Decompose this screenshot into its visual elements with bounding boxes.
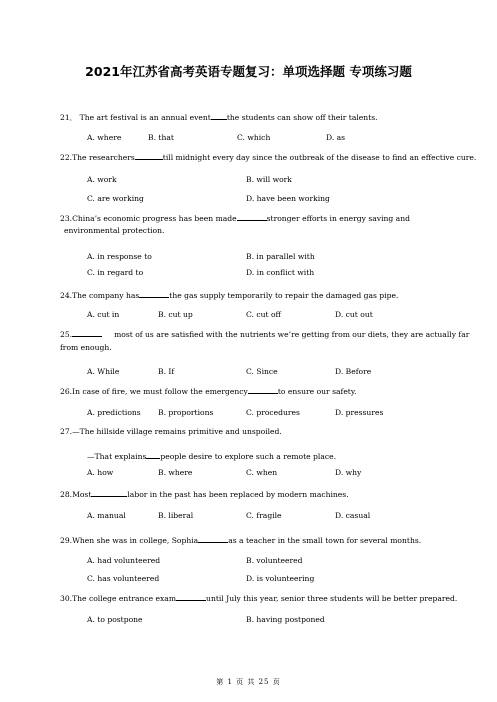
option-b: B. in parallel with	[246, 252, 315, 261]
answer-blank	[146, 450, 160, 459]
question-stem: 27.—The hillside village remains primitive and unspoiled.	[60, 427, 282, 436]
question-25	[60, 328, 469, 340]
question-stem-end: the students can show off their talents.	[226, 113, 378, 122]
option-a: A. cut in	[87, 310, 120, 319]
page-footer: 第 1 页 共 25 页	[216, 678, 281, 686]
option-c: C. which	[237, 133, 271, 142]
question-stem-start: 21． The art festival is an annual event	[60, 113, 211, 122]
question-22	[60, 151, 476, 163]
option-d: D. as	[326, 133, 346, 142]
question-stem-end: labor in the past has been replaced by modern machines.	[127, 490, 349, 499]
option-a: A. had volunteered	[87, 556, 161, 565]
question-stem-start: 25.	[60, 330, 73, 339]
question-28	[60, 488, 349, 500]
option-a: A. where	[87, 133, 122, 142]
question-21	[60, 111, 378, 123]
question-25-continuation: from enough.	[60, 343, 112, 352]
option-b: B. having postponed	[246, 615, 325, 624]
option-b: B. volunteered	[246, 556, 303, 565]
question-stem-end: till midnight every day since the outbreak of the disease to find an effective cure.	[162, 153, 477, 162]
question-stem-start: —That explains	[87, 452, 147, 461]
question-stem-start: 30.The college entrance exam	[60, 594, 177, 603]
question-30	[60, 592, 457, 604]
option-d: D. have been working	[246, 194, 330, 203]
option-c: C. in regard to	[87, 268, 144, 277]
question-stem-end: the gas supply temporarily to repair the damaged gas pipe.	[169, 291, 399, 300]
question-27-response	[87, 450, 336, 462]
question-stem-end: to ensure our safety.	[277, 387, 357, 396]
option-d: D. casual	[335, 511, 371, 520]
option-b: B. cut up	[158, 310, 193, 319]
answer-blank	[91, 488, 127, 497]
question-stem-end: stronger efforts in energy saving and	[266, 214, 410, 223]
question-stem-start: 29.When she was in college, Sophia	[60, 536, 199, 545]
option-b: B. liberal	[158, 511, 194, 520]
option-b: B. that	[148, 133, 174, 142]
option-b: B. If	[158, 367, 175, 376]
question-23-continuation: environmental protection.	[64, 226, 165, 235]
question-27	[60, 427, 282, 437]
answer-blank	[135, 151, 163, 160]
option-a: A. While	[87, 367, 120, 376]
option-a: A. manual	[87, 511, 126, 520]
option-b: B. will work	[246, 175, 292, 184]
option-a: A. how	[87, 468, 114, 477]
answer-blank	[237, 212, 267, 221]
option-d: D. cut out	[335, 310, 373, 319]
option-c: C. has volunteered	[87, 574, 160, 583]
question-26	[60, 385, 357, 397]
option-a: A. in response to	[87, 252, 152, 261]
answer-blank	[211, 111, 227, 120]
answer-blank	[248, 385, 278, 394]
question-stem-start: 23.China’s economic progress has been made	[60, 214, 237, 223]
question-24	[60, 289, 398, 301]
question-stem-end: as a teacher in the small town for several months.	[228, 536, 422, 545]
question-stem-end: people desire to explore such a remote place.	[160, 452, 337, 461]
question-stem-end: most of us are satisfied with the nutrients we’re getting from our diets, they are actually far	[114, 330, 470, 339]
option-a: A. to postpone	[87, 615, 143, 624]
option-d: D. Before	[335, 367, 372, 376]
option-c: C. are working	[87, 194, 144, 203]
answer-blank	[72, 328, 102, 337]
option-a: A. work	[87, 175, 117, 184]
question-stem-start: 26.In case of fire, we must follow the emergency	[60, 387, 248, 396]
answer-blank	[176, 592, 206, 601]
page-title: 2021年江苏省高考英语专题复习：单项选择题 专项练习题	[85, 64, 412, 79]
option-c: C. fragile	[246, 511, 282, 520]
question-stem-end: until July this year, senior three students will be better prepared.	[206, 594, 458, 603]
question-stem-start: 22.The researchers	[60, 153, 135, 162]
answer-blank	[198, 534, 228, 543]
option-b: B. where	[158, 468, 193, 477]
option-c: C. cut off	[246, 310, 281, 319]
option-c: C. Since	[246, 367, 278, 376]
question-23	[60, 212, 438, 224]
question-stem-start: 28.Most	[60, 490, 92, 499]
option-d: D. pressures	[335, 408, 384, 417]
option-a: A. predictions	[87, 408, 141, 417]
option-c: C. procedures	[246, 408, 300, 417]
option-c: C. when	[246, 468, 278, 477]
option-d: D. why	[335, 468, 362, 477]
question-29	[60, 534, 421, 546]
question-stem-start: 24.The company has	[60, 291, 140, 300]
option-d: D. is volunteering	[246, 574, 315, 583]
answer-blank	[139, 289, 169, 298]
option-b: B. proportions	[158, 408, 214, 417]
option-d: D. in conflict with	[246, 268, 315, 277]
